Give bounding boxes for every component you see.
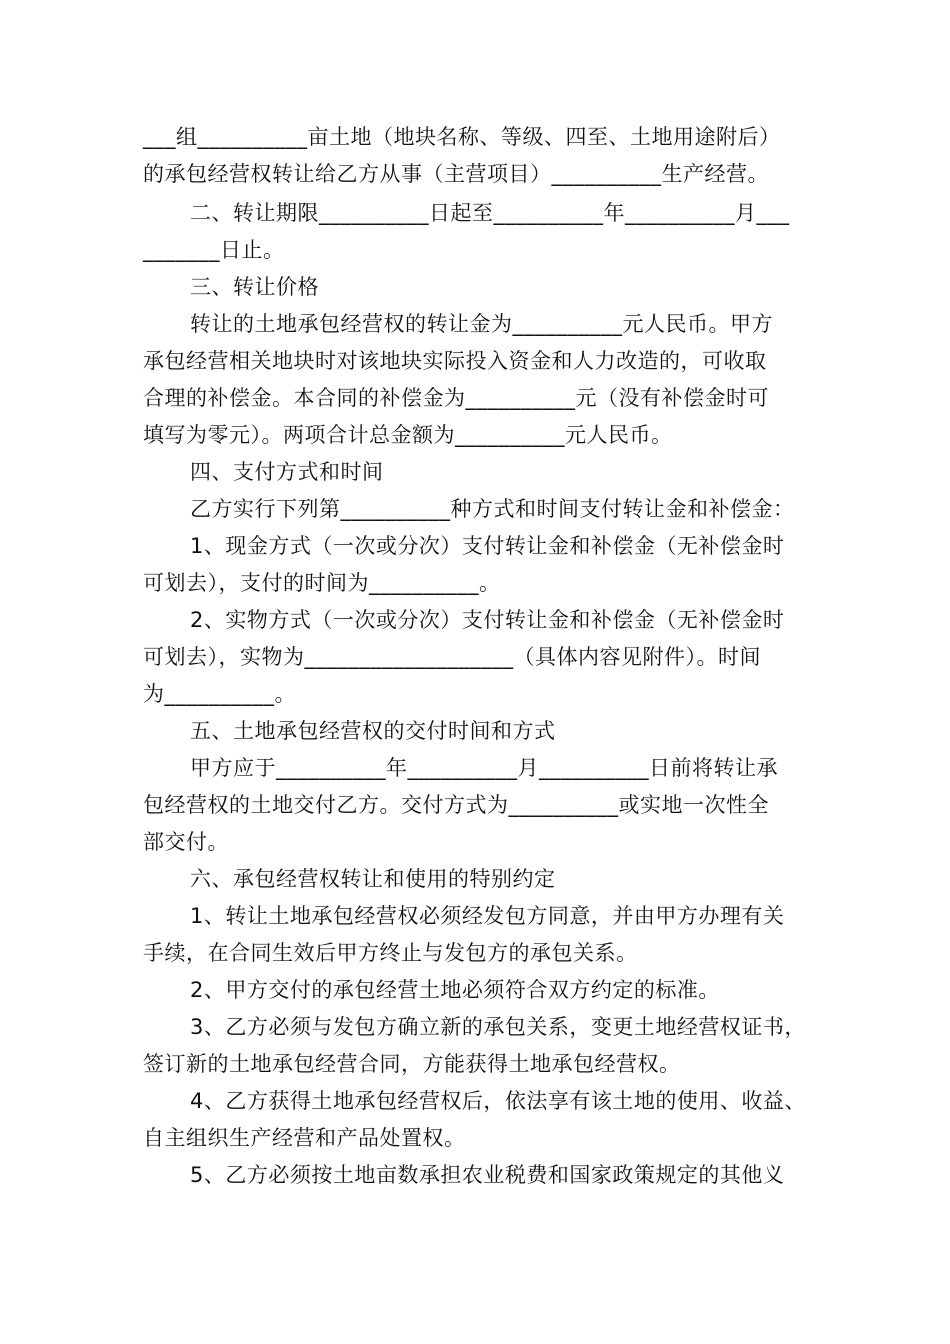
text-line: 可划去），实物为___________________（具体内容见附件）。时间 [143, 645, 761, 669]
section-heading: 四、支付方式和时间 [190, 460, 384, 484]
text-line: 部交付。 [143, 830, 229, 854]
text-line: 手续，在合同生效后甲方终止与发包方的承包关系。 [143, 941, 638, 965]
list-item: 5、乙方必须按土地亩数承担农业税费和国家政策规定的其他义 [190, 1163, 785, 1187]
list-item: 3、乙方必须与发包方确立新的承包关系，变更土地经营权证书， [190, 1015, 806, 1039]
text-line: 乙方实行下列第__________种方式和时间支付转让金和补偿金： [190, 497, 795, 521]
text-line: 合理的补偿金。本合同的补偿金为__________元（没有补偿金时可 [143, 386, 769, 410]
text-line: 甲方应于__________年__________月__________日前将转让承 [190, 756, 778, 780]
text-line: 填写为零元）。两项合计总金额为__________元人民币。 [143, 423, 673, 447]
list-item: 1、转让土地承包经营权必须经发包方同意，并由甲方办理有关 [190, 904, 785, 928]
list-item: 4、乙方获得土地承包经营权后，依法享有该土地的使用、收益、 [190, 1089, 806, 1113]
text-line: 的承包经营权转让给乙方从事（主营项目）__________生产经营。 [143, 162, 769, 186]
section-heading: 五、土地承包经营权的交付时间和方式 [190, 719, 556, 743]
section-heading: 三、转让价格 [190, 275, 319, 299]
text-line: ___组__________亩土地（地块名称、等级、四至、土地用途附后） [143, 125, 781, 149]
text-line: 签订新的土地承包经营合同，方能获得土地承包经营权。 [143, 1052, 681, 1076]
list-item: 1、现金方式（一次或分次）支付转让金和补偿金（无补偿金时 [190, 534, 785, 558]
section-heading: 二、转让期限__________日起至__________年__________月___ [190, 201, 790, 225]
text-line: 承包经营相关地块时对该地块实际投入资金和人力改造的，可收取 [143, 349, 767, 373]
list-item: 2、实物方式（一次或分次）支付转让金和补偿金（无补偿金时 [190, 608, 785, 632]
text-line: 可划去），支付的时间为__________。 [143, 571, 501, 595]
text-line: 转让的土地承包经营权的转让金为__________元人民币。甲方 [190, 312, 773, 336]
list-item: 2、甲方交付的承包经营土地必须符合双方约定的标准。 [190, 978, 720, 1002]
text-line: 自主组织生产经营和产品处置权。 [143, 1126, 466, 1150]
text-line: 为__________。 [143, 682, 296, 706]
section-heading: 六、承包经营权转让和使用的特别约定 [190, 867, 556, 891]
text-line: _______日止。 [143, 238, 285, 262]
text-line: 包经营权的土地交付乙方。交付方式为__________或实地一次性全 [143, 793, 769, 817]
